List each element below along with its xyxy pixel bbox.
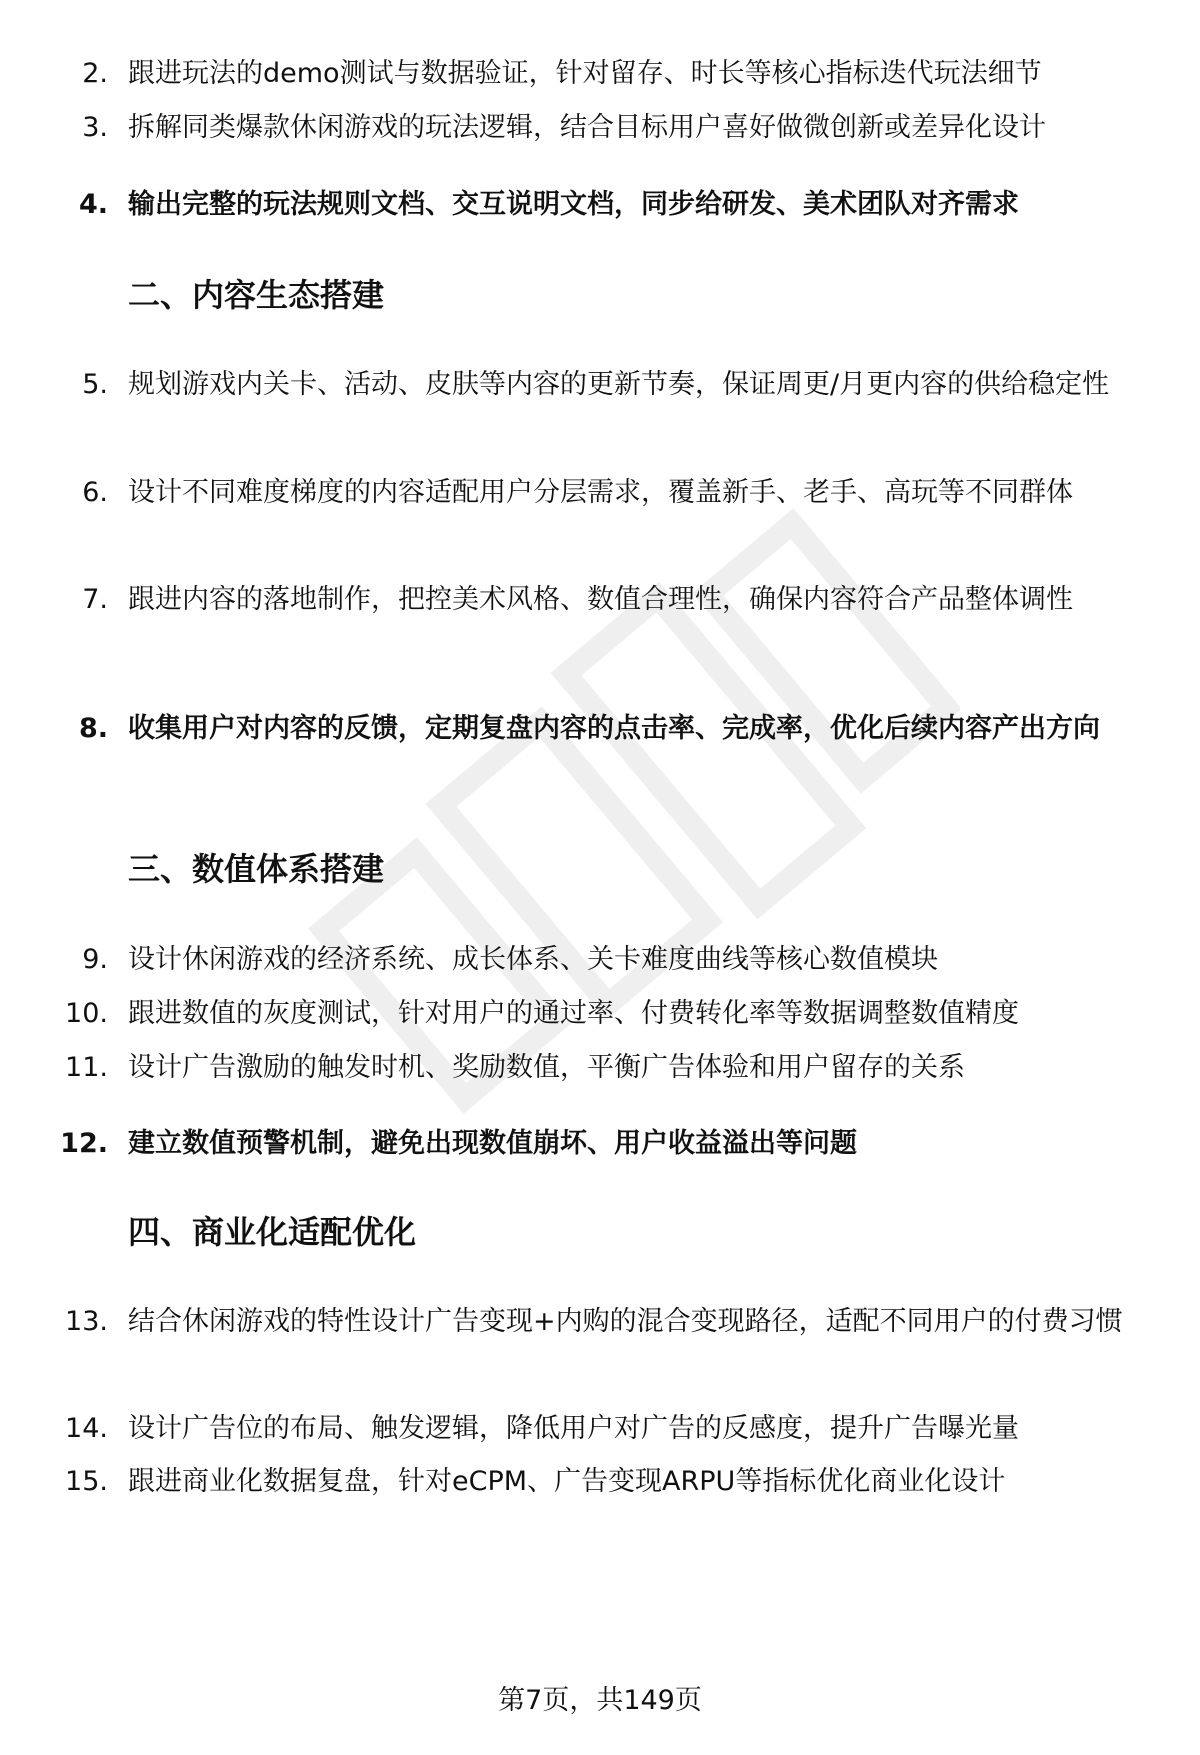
- list-item-number: 14.: [65, 1413, 108, 1444]
- list-item-text: 跟进内容的落地制作，把控美术风格、数值合理性，确保内容符合产品整体调性: [128, 584, 1073, 615]
- page-footer: 第7页，共149页: [498, 1685, 702, 1716]
- section-heading: 三、数值体系搭建: [128, 850, 385, 888]
- list-item-text: 收集用户对内容的反馈，定期复盘内容的点击率、完成率，优化后续内容产出方向: [128, 713, 1100, 744]
- list-item-number: 9.: [82, 944, 108, 975]
- list-item-text: 结合休闲游戏的特性设计广告变现+内购的混合变现路径，适配不同用户的付费习惯: [128, 1306, 1123, 1337]
- list-item-text: 跟进玩法的demo测试与数据验证，针对留存、时长等核心指标迭代玩法细节: [128, 58, 1042, 89]
- list-item-number: 3.: [82, 112, 108, 143]
- section-heading: 四、商业化适配优化: [128, 1213, 417, 1251]
- list-item-number: 5.: [82, 369, 108, 400]
- list-item-number: 12.: [60, 1128, 108, 1159]
- list-item-number: 7.: [82, 584, 108, 615]
- list-item-number: 4.: [78, 189, 108, 220]
- list-item-text: 建立数值预警机制，避免出现数值崩坏、用户收益溢出等问题: [128, 1128, 857, 1159]
- list-item-number: 11.: [65, 1052, 108, 1083]
- list-item-text: 跟进数值的灰度测试，针对用户的通过率、付费转化率等数据调整数值精度: [128, 998, 1019, 1029]
- list-item-number: 13.: [65, 1306, 108, 1337]
- list-item-text: 设计广告位的布局、触发逻辑，降低用户对广告的反感度，提升广告曝光量: [128, 1413, 1019, 1444]
- list-item-text: 规划游戏内关卡、活动、皮肤等内容的更新节奏，保证周更/月更内容的供给稳定性: [128, 369, 1110, 400]
- list-item-number: 15.: [65, 1466, 108, 1497]
- list-item-number: 2.: [82, 58, 108, 89]
- list-item-text: 拆解同类爆款休闲游戏的玩法逻辑，结合目标用户喜好做微创新或差异化设计: [128, 112, 1046, 143]
- list-item-number: 8.: [78, 713, 108, 744]
- list-item-text: 设计休闲游戏的经济系统、成长体系、关卡难度曲线等核心数值模块: [128, 944, 938, 975]
- list-item-text: 跟进商业化数据复盘，针对eCPM、广告变现ARPU等指标优化商业化设计: [128, 1466, 1006, 1497]
- list-item-text: 设计广告激励的触发时机、奖励数值，平衡广告体验和用户留存的关系: [128, 1052, 965, 1083]
- list-item-number: 6.: [82, 477, 108, 508]
- list-item-number: 10.: [65, 998, 108, 1029]
- section-heading: 二、内容生态搭建: [128, 276, 385, 314]
- list-item-text: 设计不同难度梯度的内容适配用户分层需求，覆盖新手、老手、高玩等不同群体: [128, 477, 1073, 508]
- list-item-text: 输出完整的玩法规则文档、交互说明文档，同步给研发、美术团队对齐需求: [128, 189, 1019, 220]
